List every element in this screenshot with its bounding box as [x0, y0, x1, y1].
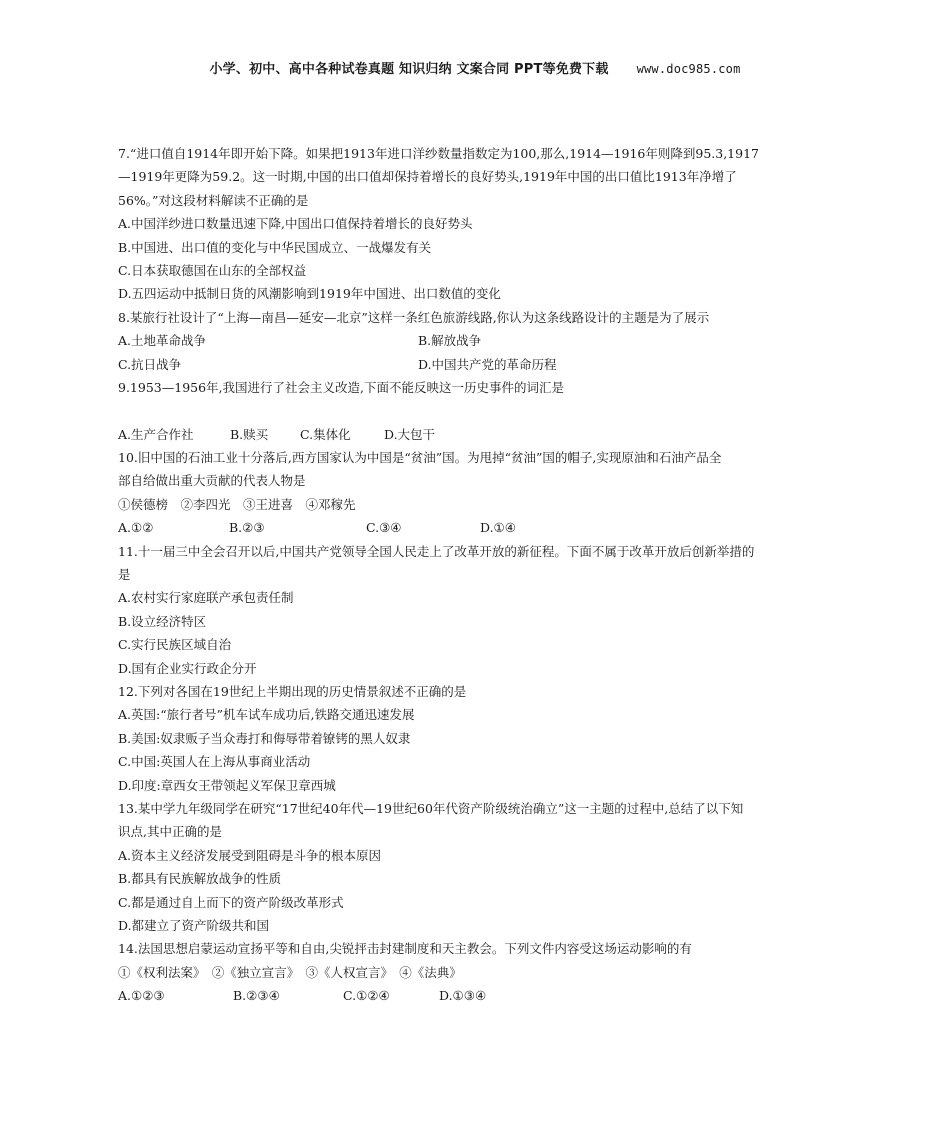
option-a: A.中国洋纱进口数量迅速下降,中国出口值保持着增长的良好势头 [118, 216, 473, 232]
option-d: D.大包干 [384, 426, 436, 442]
option-b: B.解放战争 [418, 333, 482, 349]
question-10 [118, 446, 834, 540]
question-8 [118, 306, 834, 376]
page-header [0, 58, 950, 77]
question-stem: —1919年更降为59.2。这一时期,中国的出口值却保持着增长的良好势头,1919年中国的出口值比1913年净增了 [118, 169, 737, 185]
question-stem: 7.“进口值自1914年即开始下降。如果把1913年进口洋纱数量指数定为100,那么,1914—1916年则降到95.3,1917 [118, 146, 759, 161]
option-c: C.①②④ [343, 988, 390, 1004]
option-row [118, 353, 834, 376]
option-b: B.设立经济特区 [118, 613, 207, 629]
option-d: D.国有企业实行政企分开 [118, 660, 257, 676]
option-row [118, 516, 834, 539]
question-7 [118, 142, 834, 306]
option-c: C.抗日战争 [118, 356, 182, 372]
option-a: A.①②③ [118, 988, 165, 1004]
header-title: 小学、初中、高中各种试卷真题 知识归纳 文案合同 PPT等免费下载 [209, 62, 609, 77]
option-b: B.都具有民族解放战争的性质 [118, 871, 282, 887]
question-9 [118, 376, 834, 446]
option-c: C.都是通过自上而下的资产阶级改革形式 [118, 894, 344, 910]
option-row [118, 329, 834, 352]
option-row [118, 984, 834, 1007]
question-14 [118, 937, 834, 1007]
header-url: www.doc985.com [636, 62, 741, 76]
question-stem: 11.十一届三中全会召开以后,中国共产党领导全国人民走上了改革开放的新征程。下面不属于改革开放后创新举措的 [118, 543, 755, 559]
option-d: D.都建立了资产阶级共和国 [118, 917, 270, 933]
exam-content [118, 142, 834, 1007]
option-a: A.①② [118, 520, 154, 536]
option-a: A.英国:“旅行者号”机车试车成功后,铁路交通迅速发展 [118, 707, 415, 723]
option-row [118, 423, 834, 446]
question-stem: 14.法国思想启蒙运动宣扬平等和自由,尖锐抨击封建制度和天主教会。下列文件内容受这场运动影响的有 [118, 941, 692, 957]
option-b: B.中国进、出口值的变化与中华民国成立、一战爆发有关 [118, 239, 432, 255]
question-stem: 是 [118, 567, 131, 583]
option-c: C.日本获取德国在山东的全部权益 [118, 262, 307, 278]
question-stem: 8.某旅行社设计了“上海—南昌—延安—北京”这样一条红色旅游线路,你认为这条线路设计的主题是为了展示 [118, 309, 710, 325]
option-b: B.美国:奴隶贩子当众毒打和侮辱带着镣铐的黑人奴隶 [118, 730, 411, 746]
option-c: C.集体化 [300, 426, 351, 442]
option-b: B.②③④ [233, 988, 280, 1004]
question-stem: 12.下列对各国在19世纪上半期出现的历史情景叙述不正确的是 [118, 683, 467, 699]
option-a: A.生产合作社 [118, 426, 194, 442]
option-d: D.①③④ [439, 988, 487, 1004]
blank-line [118, 399, 834, 422]
option-c: C.实行民族区域自治 [118, 637, 232, 653]
question-items: ①《权利法案》 ②《独立宣言》 ③《人权宣言》 ④《法典》 [118, 964, 462, 980]
option-d: D.①④ [480, 520, 516, 536]
question-11 [118, 540, 834, 680]
option-d: D.中国共产党的革命历程 [418, 356, 557, 372]
question-12 [118, 680, 834, 797]
question-stem: 识点,其中正确的是 [118, 824, 222, 840]
question-13 [118, 797, 834, 937]
question-stem: 部自给做出重大贡献的代表人物是 [118, 473, 306, 489]
option-a: A.土地革命战争 [118, 333, 207, 349]
question-items: ①侯德榜 ②李四光 ③王进喜 ④邓稼先 [118, 496, 356, 512]
option-c: C.③④ [366, 520, 402, 536]
question-stem: 9.1953—1956年,我国进行了社会主义改造,下面不能反映这一历史事件的词汇是 [118, 379, 564, 395]
question-stem: 10.旧中国的石油工业十分落后,西方国家认为中国是“贫油”国。为甩掉“贫油”国的帽子,实现原油和石油产品全 [118, 450, 722, 466]
question-stem: 13.某中学九年级同学在研究“17世纪40年代—19世纪60年代资产阶级统治确立”这一主题的过程中,总结了以下知 [118, 800, 744, 816]
option-c: C.中国:英国人在上海从事商业活动 [118, 754, 311, 770]
option-b: B.赎买 [230, 426, 269, 442]
option-d: D.印度:章西女王带领起义军保卫章西城 [118, 777, 336, 793]
option-d: D.五四运动中抵制日货的风潮影响到1919年中国进、出口数值的变化 [118, 286, 501, 302]
option-a: A.资本主义经济发展受到阻碍是斗争的根本原因 [118, 847, 382, 863]
option-a: A.农村实行家庭联产承包责任制 [118, 590, 294, 606]
option-b: B.②③ [229, 520, 265, 536]
question-stem: 56%。”对这段材料解读不正确的是 [118, 192, 309, 208]
